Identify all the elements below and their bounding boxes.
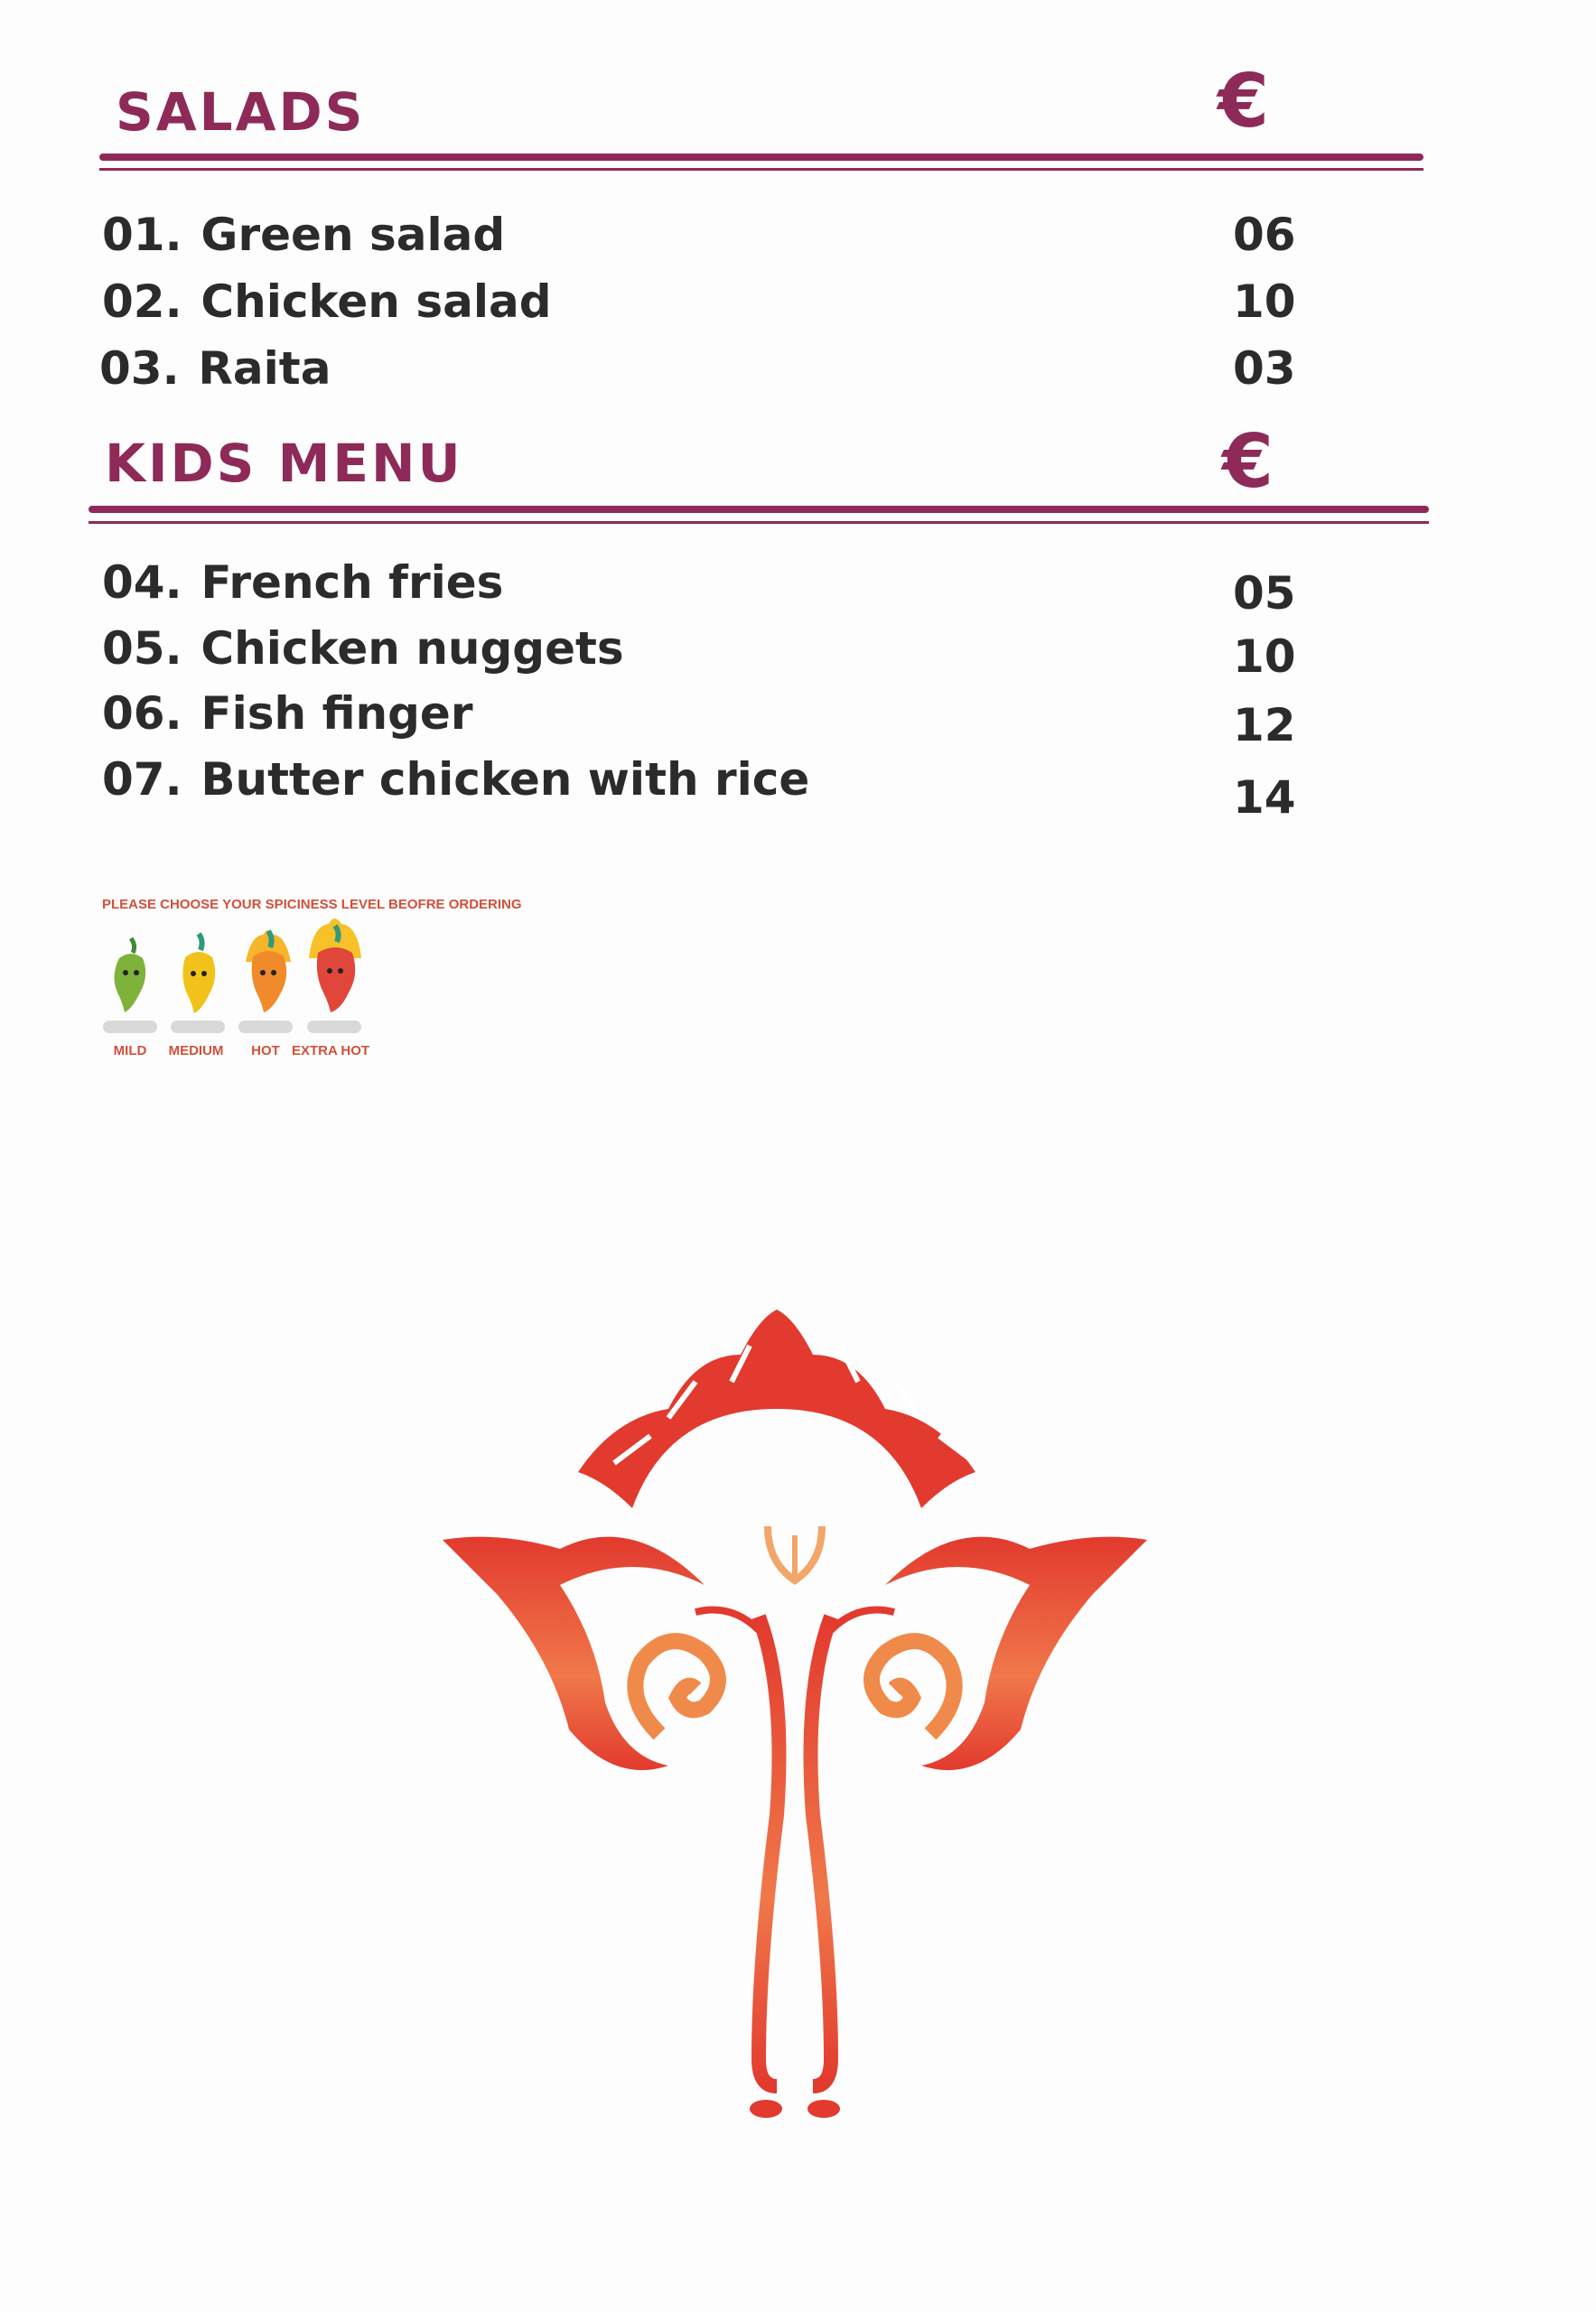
item-number: 05. <box>102 622 182 675</box>
euro-icon: € <box>1222 419 1274 505</box>
item-name: Green salad <box>201 209 506 261</box>
item-price: 05 <box>1233 567 1296 620</box>
spice-level-bar <box>307 1021 361 1033</box>
menu-item <box>102 753 810 806</box>
item-number: 02. <box>102 275 182 328</box>
section-title-salads: SALADS <box>116 81 366 143</box>
spice-label-mild: MILD <box>113 1043 147 1058</box>
section-title-kids-menu: KIDS MENU <box>105 433 463 494</box>
item-price: 10 <box>1233 630 1296 683</box>
item-price: 06 <box>1233 209 1296 261</box>
item-number: 04. <box>102 556 182 609</box>
item-name: Butter chicken with rice <box>201 753 810 806</box>
menu-item <box>102 209 506 261</box>
spice-level-bar <box>238 1021 293 1033</box>
divider-thin <box>89 521 1429 524</box>
menu-item <box>102 556 504 609</box>
spiciness-note: PLEASE CHOOSE YOUR SPICINESS LEVEL BEOFRE ORDERING <box>102 897 522 912</box>
spice-label-hot: HOT <box>251 1043 280 1058</box>
spice-level-bar <box>103 1021 157 1033</box>
euro-icon: € <box>1218 59 1270 144</box>
menu-item <box>102 275 552 328</box>
item-price: 03 <box>1233 342 1296 395</box>
divider-thick <box>89 506 1429 513</box>
item-price: 14 <box>1233 771 1296 824</box>
menu-item <box>102 622 624 675</box>
pepper-mild-icon <box>107 935 155 1016</box>
divider-thick <box>99 154 1423 161</box>
divider-thin <box>99 168 1423 171</box>
pepper-medium-icon <box>174 930 223 1016</box>
item-number: 06. <box>102 687 182 740</box>
item-name: Fish finger <box>201 687 473 740</box>
pepper-extra-hot-icon <box>305 917 365 1016</box>
menu-item <box>102 687 473 740</box>
ganesha-icon <box>434 1319 1156 2131</box>
item-number: 07. <box>102 753 182 806</box>
item-name: Raita <box>198 342 331 395</box>
item-price: 10 <box>1233 275 1296 328</box>
spice-label-medium: MEDIUM <box>168 1043 224 1058</box>
menu-item <box>99 342 331 395</box>
item-name: Chicken nuggets <box>201 622 624 675</box>
spice-level-bar <box>171 1021 225 1033</box>
item-number: 01. <box>102 209 182 261</box>
item-name: Chicken salad <box>201 275 552 328</box>
item-number: 03. <box>99 342 180 395</box>
spice-label-extra-hot: EXTRA HOT <box>291 1043 370 1058</box>
item-name: French fries <box>201 556 504 609</box>
pepper-hot-icon <box>240 926 296 1016</box>
item-price: 12 <box>1233 699 1296 751</box>
